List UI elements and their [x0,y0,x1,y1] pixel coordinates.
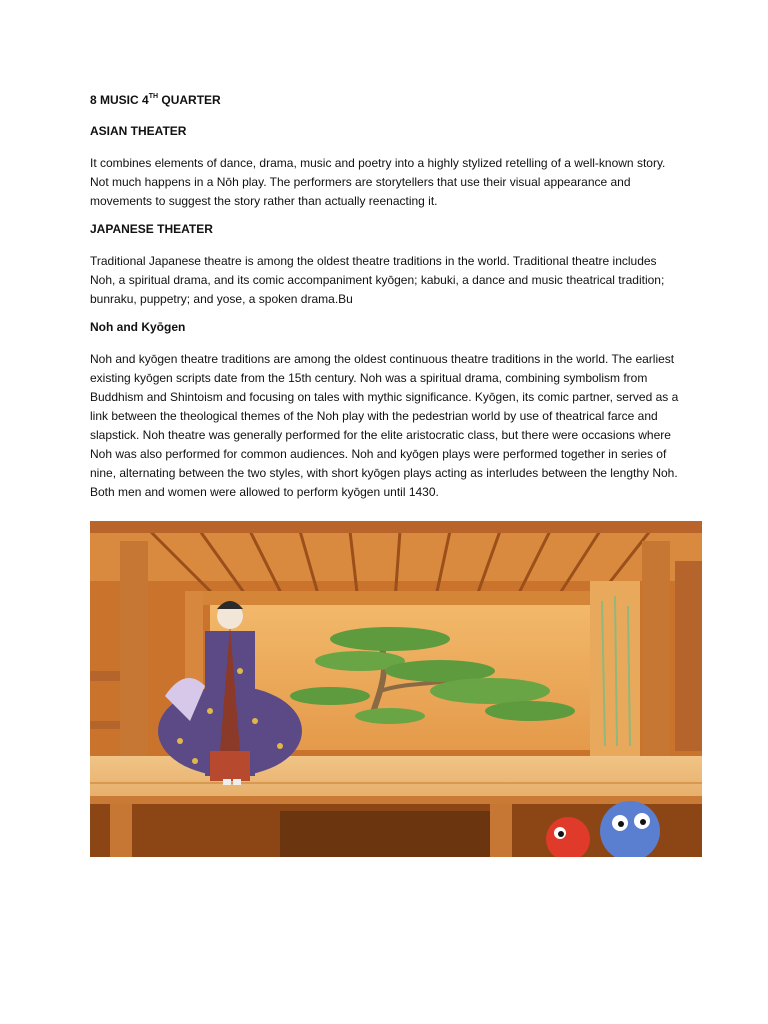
section-body-asian-theater: It combines elements of dance, drama, music and poetry into a highly stylized retelling of a well-known story. Not much happens in a Nōh play. The performers are storytellers that use their visual appearance and movements to suggest the story rather than actually reenacting it. [90,156,666,208]
section-heading-japanese-theater: JAPANESE THEATER [90,222,213,236]
section-body-japanese-theater: Traditional Japanese theatre is among the oldest theatre traditions in the world. Traditional theatre includes Noh, a spiritual drama, and its comic accompaniment kyōgen; kabuki, a dance and music theatrical tradition; bunraku, puppetry; and yose, a spoken drama.Bu [90,254,665,306]
pillar-far-right [675,561,702,751]
noh-stage-illustration [90,521,702,857]
section-heading-noh-kyogen: Noh and Kyōgen [90,320,186,334]
pillar-left [120,541,148,761]
lintel [200,591,600,605]
section-body-noh-kyogen: Noh and kyōgen theatre traditions are among the oldest continuous theatre traditions in the world. The earliest existing kyōgen scripts date from the 15th century. Noh was a spiritual drama, combining symbolism from Buddhism and Shintoism and focusing on tales with mythic significance. Kyōgen, its comic partner, served as a link between the theological themes of the Noh play with the pedestrian world by use of theatrical farce and slapstick. Noh theatre was generally performed for the elite aristocratic class, but there were occasions where Noh was also performed for common audiences. Noh and kyōgen plays were performed together in series of nine, alternating between the two styles, with short kyōgen plays acting as interludes between the lengthy Noh. Both men and women were allowed to perform kyōgen until 1430. [90,352,679,499]
document-body [90,92,682,512]
section-heading-asian-theater: ASIAN THEATER [90,124,187,138]
document-title: 8 MUSIC 4TH QUARTER [90,93,221,107]
pillar-right [642,541,670,761]
roof-beam [90,521,702,533]
